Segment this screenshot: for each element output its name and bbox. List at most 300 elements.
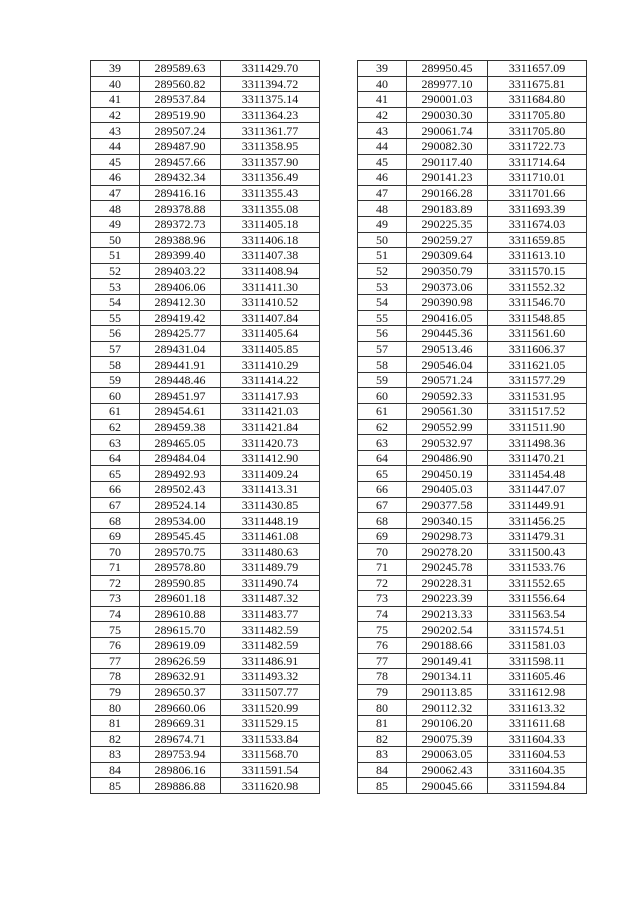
y-coordinate-cell: 3311409.24 [221, 466, 320, 482]
table-row [358, 92, 587, 108]
y-coordinate-cell: 3311421.84 [221, 419, 320, 435]
point-number-cell: 62 [358, 419, 407, 435]
point-number-cell: 78 [358, 669, 407, 685]
y-coordinate-cell: 3311611.68 [488, 715, 587, 731]
y-coordinate-cell: 3311405.85 [221, 341, 320, 357]
y-coordinate-cell: 3311375.14 [221, 92, 320, 108]
y-coordinate-cell: 3311482.59 [221, 637, 320, 653]
table-row [91, 513, 320, 529]
table-row [91, 248, 320, 264]
y-coordinate-cell: 3311490.74 [221, 575, 320, 591]
point-number-cell: 58 [91, 357, 140, 373]
x-coordinate-cell: 290532.97 [407, 435, 488, 451]
point-number-cell: 71 [358, 560, 407, 576]
y-coordinate-cell: 3311507.77 [221, 684, 320, 700]
x-coordinate-cell: 289590.85 [140, 575, 221, 591]
point-number-cell: 71 [91, 560, 140, 576]
point-number-cell: 47 [91, 185, 140, 201]
point-number-cell: 78 [91, 669, 140, 685]
x-coordinate-cell: 289545.45 [140, 528, 221, 544]
y-coordinate-cell: 3311355.08 [221, 201, 320, 217]
point-number-cell: 39 [358, 61, 407, 77]
table-row [358, 154, 587, 170]
x-coordinate-cell: 289448.46 [140, 372, 221, 388]
y-coordinate-cell: 3311705.80 [488, 107, 587, 123]
table-row [358, 482, 587, 498]
table-row [91, 216, 320, 232]
table-row [91, 185, 320, 201]
point-number-cell: 55 [358, 310, 407, 326]
y-coordinate-cell: 3311591.54 [221, 762, 320, 778]
y-coordinate-cell: 3311483.77 [221, 606, 320, 622]
y-coordinate-cell: 3311470.21 [488, 450, 587, 466]
y-coordinate-cell: 3311598.11 [488, 653, 587, 669]
table-row [91, 591, 320, 607]
y-coordinate-cell: 3311408.94 [221, 263, 320, 279]
y-coordinate-cell: 3311405.18 [221, 216, 320, 232]
point-number-cell: 67 [91, 497, 140, 513]
y-coordinate-cell: 3311529.15 [221, 715, 320, 731]
point-number-cell: 57 [358, 341, 407, 357]
x-coordinate-cell: 289451.97 [140, 388, 221, 404]
x-coordinate-cell: 289388.96 [140, 232, 221, 248]
x-coordinate-cell: 289432.34 [140, 170, 221, 186]
y-coordinate-cell: 3311407.38 [221, 248, 320, 264]
point-number-cell: 84 [358, 762, 407, 778]
x-coordinate-cell: 289632.91 [140, 669, 221, 685]
y-coordinate-cell: 3311705.80 [488, 123, 587, 139]
table-row [91, 622, 320, 638]
x-coordinate-cell: 290298.73 [407, 528, 488, 544]
x-coordinate-cell: 289459.38 [140, 419, 221, 435]
x-coordinate-cell: 289524.14 [140, 497, 221, 513]
table-row [91, 606, 320, 622]
x-coordinate-cell: 290340.15 [407, 513, 488, 529]
y-coordinate-cell: 3311722.73 [488, 138, 587, 154]
y-coordinate-cell: 3311456.25 [488, 513, 587, 529]
x-coordinate-cell: 290183.89 [407, 201, 488, 217]
y-coordinate-cell: 3311405.64 [221, 326, 320, 342]
table-row [358, 435, 587, 451]
x-coordinate-cell: 289669.31 [140, 715, 221, 731]
point-number-cell: 76 [358, 637, 407, 653]
point-number-cell: 74 [91, 606, 140, 622]
table-row [358, 232, 587, 248]
y-coordinate-cell: 3311482.59 [221, 622, 320, 638]
y-coordinate-cell: 3311605.46 [488, 669, 587, 685]
table-row [358, 637, 587, 653]
table-row [91, 560, 320, 576]
table-row [91, 575, 320, 591]
table-row [358, 76, 587, 92]
x-coordinate-cell: 289615.70 [140, 622, 221, 638]
y-coordinate-cell: 3311563.54 [488, 606, 587, 622]
y-coordinate-cell: 3311448.19 [221, 513, 320, 529]
table-row [358, 715, 587, 731]
x-coordinate-cell: 290390.98 [407, 294, 488, 310]
table-row [358, 372, 587, 388]
x-coordinate-cell: 290141.23 [407, 170, 488, 186]
table-row [91, 778, 320, 794]
x-coordinate-cell: 289886.88 [140, 778, 221, 794]
y-coordinate-cell: 3311413.31 [221, 482, 320, 498]
table-row [358, 263, 587, 279]
y-coordinate-cell: 3311613.32 [488, 700, 587, 716]
point-number-cell: 74 [358, 606, 407, 622]
point-number-cell: 39 [91, 61, 140, 77]
x-coordinate-cell: 289537.84 [140, 92, 221, 108]
x-coordinate-cell: 290061.74 [407, 123, 488, 139]
point-number-cell: 77 [91, 653, 140, 669]
x-coordinate-cell: 290223.39 [407, 591, 488, 607]
y-coordinate-cell: 3311511.90 [488, 419, 587, 435]
y-coordinate-cell: 3311533.84 [221, 731, 320, 747]
point-number-cell: 50 [358, 232, 407, 248]
x-coordinate-cell: 290450.19 [407, 466, 488, 482]
y-coordinate-cell: 3311574.51 [488, 622, 587, 638]
x-coordinate-cell: 289610.88 [140, 606, 221, 622]
x-coordinate-cell: 290149.41 [407, 653, 488, 669]
table-row [91, 326, 320, 342]
x-coordinate-cell: 289487.90 [140, 138, 221, 154]
point-number-cell: 85 [91, 778, 140, 794]
x-coordinate-cell: 290259.27 [407, 232, 488, 248]
y-coordinate-cell: 3311568.70 [221, 747, 320, 763]
y-coordinate-cell: 3311406.18 [221, 232, 320, 248]
x-coordinate-cell: 289560.82 [140, 76, 221, 92]
point-number-cell: 72 [91, 575, 140, 591]
x-coordinate-cell: 289589.63 [140, 61, 221, 77]
point-number-cell: 49 [358, 216, 407, 232]
x-coordinate-cell: 289412.30 [140, 294, 221, 310]
y-coordinate-cell: 3311356.49 [221, 170, 320, 186]
table-row [358, 747, 587, 763]
y-coordinate-cell: 3311449.91 [488, 497, 587, 513]
x-coordinate-cell: 289372.73 [140, 216, 221, 232]
point-number-cell: 54 [358, 294, 407, 310]
y-coordinate-cell: 3311533.76 [488, 560, 587, 576]
x-coordinate-cell: 290225.35 [407, 216, 488, 232]
point-number-cell: 40 [358, 76, 407, 92]
table-row [91, 61, 320, 77]
table-row [91, 544, 320, 560]
point-number-cell: 81 [358, 715, 407, 731]
table-row [91, 637, 320, 653]
table-row [358, 419, 587, 435]
y-coordinate-cell: 3311489.79 [221, 560, 320, 576]
point-number-cell: 63 [358, 435, 407, 451]
y-coordinate-cell: 3311613.10 [488, 248, 587, 264]
point-number-cell: 63 [91, 435, 140, 451]
x-coordinate-cell: 290166.28 [407, 185, 488, 201]
table-row [358, 61, 587, 77]
x-coordinate-cell: 290228.31 [407, 575, 488, 591]
table-row [91, 263, 320, 279]
table-row [91, 107, 320, 123]
table-row [91, 731, 320, 747]
y-coordinate-cell: 3311412.90 [221, 450, 320, 466]
table-row [358, 388, 587, 404]
point-number-cell: 66 [91, 482, 140, 498]
x-coordinate-cell: 290045.66 [407, 778, 488, 794]
x-coordinate-cell: 289650.37 [140, 684, 221, 700]
x-coordinate-cell: 289425.77 [140, 326, 221, 342]
table-row [358, 123, 587, 139]
x-coordinate-cell: 290561.30 [407, 404, 488, 420]
table-row [91, 466, 320, 482]
point-number-cell: 45 [358, 154, 407, 170]
x-coordinate-cell: 290571.24 [407, 372, 488, 388]
table-row [91, 482, 320, 498]
x-coordinate-cell: 290001.03 [407, 92, 488, 108]
point-number-cell: 85 [358, 778, 407, 794]
table-row [91, 294, 320, 310]
point-number-cell: 40 [91, 76, 140, 92]
table-row [358, 669, 587, 685]
x-coordinate-cell: 289660.06 [140, 700, 221, 716]
y-coordinate-cell: 3311556.64 [488, 591, 587, 607]
x-coordinate-cell: 290082.30 [407, 138, 488, 154]
y-coordinate-cell: 3311493.32 [221, 669, 320, 685]
y-coordinate-cell: 3311621.05 [488, 357, 587, 373]
table-row [358, 653, 587, 669]
point-number-cell: 43 [358, 123, 407, 139]
table-row [91, 747, 320, 763]
y-coordinate-cell: 3311407.84 [221, 310, 320, 326]
y-coordinate-cell: 3311358.95 [221, 138, 320, 154]
y-coordinate-cell: 3311410.29 [221, 357, 320, 373]
point-number-cell: 62 [91, 419, 140, 435]
y-coordinate-cell: 3311479.31 [488, 528, 587, 544]
point-number-cell: 60 [358, 388, 407, 404]
y-coordinate-cell: 3311606.37 [488, 341, 587, 357]
x-coordinate-cell: 290062.43 [407, 762, 488, 778]
x-coordinate-cell: 290075.39 [407, 731, 488, 747]
table-row [358, 450, 587, 466]
x-coordinate-cell: 290486.90 [407, 450, 488, 466]
x-coordinate-cell: 290546.04 [407, 357, 488, 373]
point-number-cell: 66 [358, 482, 407, 498]
x-coordinate-cell: 289950.45 [407, 61, 488, 77]
point-number-cell: 51 [91, 248, 140, 264]
x-coordinate-cell: 289419.42 [140, 310, 221, 326]
point-number-cell: 79 [91, 684, 140, 700]
point-number-cell: 75 [91, 622, 140, 638]
x-coordinate-cell: 290309.64 [407, 248, 488, 264]
table-row [91, 154, 320, 170]
y-coordinate-cell: 3311604.33 [488, 731, 587, 747]
point-number-cell: 42 [91, 107, 140, 123]
x-coordinate-cell: 289441.91 [140, 357, 221, 373]
coordinate-table-right [357, 60, 587, 794]
table-row [91, 310, 320, 326]
point-number-cell: 59 [358, 372, 407, 388]
y-coordinate-cell: 3311480.63 [221, 544, 320, 560]
table-row [91, 138, 320, 154]
y-coordinate-cell: 3311552.32 [488, 279, 587, 295]
point-number-cell: 82 [91, 731, 140, 747]
y-coordinate-cell: 3311410.52 [221, 294, 320, 310]
point-number-cell: 76 [91, 637, 140, 653]
x-coordinate-cell: 290592.33 [407, 388, 488, 404]
y-coordinate-cell: 3311394.72 [221, 76, 320, 92]
x-coordinate-cell: 290188.66 [407, 637, 488, 653]
table-row [358, 684, 587, 700]
point-number-cell: 41 [91, 92, 140, 108]
y-coordinate-cell: 3311430.85 [221, 497, 320, 513]
table-row [358, 606, 587, 622]
point-number-cell: 73 [358, 591, 407, 607]
y-coordinate-cell: 3311710.01 [488, 170, 587, 186]
point-number-cell: 48 [91, 201, 140, 217]
coordinate-table-left [90, 60, 320, 794]
x-coordinate-cell: 289674.71 [140, 731, 221, 747]
x-coordinate-cell: 289465.05 [140, 435, 221, 451]
table-row [358, 544, 587, 560]
y-coordinate-cell: 3311411.30 [221, 279, 320, 295]
table-row [91, 76, 320, 92]
y-coordinate-cell: 3311517.52 [488, 404, 587, 420]
x-coordinate-cell: 290552.99 [407, 419, 488, 435]
point-number-cell: 57 [91, 341, 140, 357]
point-number-cell: 67 [358, 497, 407, 513]
point-number-cell: 83 [91, 747, 140, 763]
table-row [91, 762, 320, 778]
y-coordinate-cell: 3311684.80 [488, 92, 587, 108]
table-row [358, 185, 587, 201]
table-row [91, 201, 320, 217]
x-coordinate-cell: 289570.75 [140, 544, 221, 560]
point-number-cell: 42 [358, 107, 407, 123]
y-coordinate-cell: 3311620.98 [221, 778, 320, 794]
x-coordinate-cell: 289626.59 [140, 653, 221, 669]
y-coordinate-cell: 3311487.32 [221, 591, 320, 607]
table-row [358, 575, 587, 591]
x-coordinate-cell: 289619.09 [140, 637, 221, 653]
y-coordinate-cell: 3311701.66 [488, 185, 587, 201]
x-coordinate-cell: 289431.04 [140, 341, 221, 357]
point-number-cell: 69 [91, 528, 140, 544]
x-coordinate-cell: 290377.58 [407, 497, 488, 513]
x-coordinate-cell: 290213.33 [407, 606, 488, 622]
x-coordinate-cell: 290202.54 [407, 622, 488, 638]
x-coordinate-cell: 289399.40 [140, 248, 221, 264]
table-row [91, 497, 320, 513]
table-row [91, 653, 320, 669]
table-row [358, 294, 587, 310]
table-row [91, 123, 320, 139]
table-row [91, 232, 320, 248]
y-coordinate-cell: 3311570.15 [488, 263, 587, 279]
table-row [358, 528, 587, 544]
point-number-cell: 48 [358, 201, 407, 217]
y-coordinate-cell: 3311429.70 [221, 61, 320, 77]
x-coordinate-cell: 289406.06 [140, 279, 221, 295]
point-number-cell: 41 [358, 92, 407, 108]
point-number-cell: 68 [358, 513, 407, 529]
x-coordinate-cell: 290106.20 [407, 715, 488, 731]
point-number-cell: 75 [358, 622, 407, 638]
y-coordinate-cell: 3311361.77 [221, 123, 320, 139]
x-coordinate-cell: 289977.10 [407, 76, 488, 92]
y-coordinate-cell: 3311581.03 [488, 637, 587, 653]
table-row [91, 357, 320, 373]
x-coordinate-cell: 289416.16 [140, 185, 221, 201]
table-row [91, 419, 320, 435]
point-number-cell: 44 [91, 138, 140, 154]
y-coordinate-cell: 3311594.84 [488, 778, 587, 794]
point-number-cell: 77 [358, 653, 407, 669]
y-coordinate-cell: 3311417.93 [221, 388, 320, 404]
y-coordinate-cell: 3311604.53 [488, 747, 587, 763]
y-coordinate-cell: 3311421.03 [221, 404, 320, 420]
table-row [358, 466, 587, 482]
point-number-cell: 52 [358, 263, 407, 279]
table-row [358, 591, 587, 607]
x-coordinate-cell: 290245.78 [407, 560, 488, 576]
table-row [91, 341, 320, 357]
y-coordinate-cell: 3311364.23 [221, 107, 320, 123]
y-coordinate-cell: 3311520.99 [221, 700, 320, 716]
y-coordinate-cell: 3311498.36 [488, 435, 587, 451]
x-coordinate-cell: 289378.88 [140, 201, 221, 217]
x-coordinate-cell: 289753.94 [140, 747, 221, 763]
table-row [91, 92, 320, 108]
x-coordinate-cell: 290113.85 [407, 684, 488, 700]
table-row [358, 778, 587, 794]
point-number-cell: 49 [91, 216, 140, 232]
y-coordinate-cell: 3311420.73 [221, 435, 320, 451]
y-coordinate-cell: 3311548.85 [488, 310, 587, 326]
y-coordinate-cell: 3311454.48 [488, 466, 587, 482]
x-coordinate-cell: 289492.93 [140, 466, 221, 482]
table-row [358, 357, 587, 373]
point-number-cell: 60 [91, 388, 140, 404]
point-number-cell: 55 [91, 310, 140, 326]
point-number-cell: 69 [358, 528, 407, 544]
x-coordinate-cell: 290405.03 [407, 482, 488, 498]
table-row [358, 404, 587, 420]
y-coordinate-cell: 3311714.64 [488, 154, 587, 170]
table-row [358, 310, 587, 326]
table-row [91, 528, 320, 544]
x-coordinate-cell: 289502.43 [140, 482, 221, 498]
table-row [91, 404, 320, 420]
x-coordinate-cell: 289806.16 [140, 762, 221, 778]
point-number-cell: 61 [91, 404, 140, 420]
point-number-cell: 73 [91, 591, 140, 607]
x-coordinate-cell: 290513.46 [407, 341, 488, 357]
table-row [358, 170, 587, 186]
point-number-cell: 80 [358, 700, 407, 716]
y-coordinate-cell: 3311675.81 [488, 76, 587, 92]
table-row [358, 326, 587, 342]
point-number-cell: 70 [358, 544, 407, 560]
point-number-cell: 65 [358, 466, 407, 482]
y-coordinate-cell: 3311486.91 [221, 653, 320, 669]
point-number-cell: 51 [358, 248, 407, 264]
table-row [358, 513, 587, 529]
table-row [91, 450, 320, 466]
x-coordinate-cell: 290134.11 [407, 669, 488, 685]
point-number-cell: 79 [358, 684, 407, 700]
table-row [358, 201, 587, 217]
y-coordinate-cell: 3311552.65 [488, 575, 587, 591]
table-row [358, 560, 587, 576]
x-coordinate-cell: 290030.30 [407, 107, 488, 123]
point-number-cell: 59 [91, 372, 140, 388]
y-coordinate-cell: 3311414.22 [221, 372, 320, 388]
